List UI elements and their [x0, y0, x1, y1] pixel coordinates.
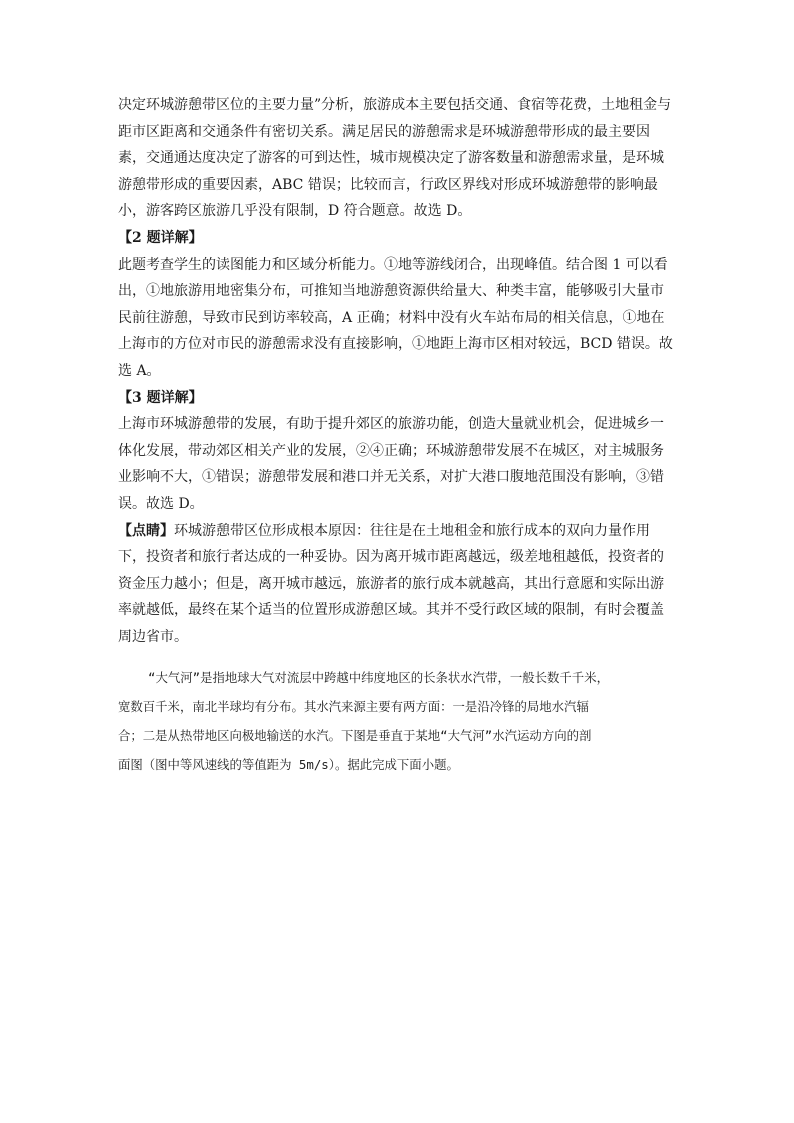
q3-heading: 【3 题详解】: [118, 389, 203, 406]
q2-heading: 【2 题详解】: [118, 229, 203, 246]
q3-explanation: [118, 385, 678, 518]
text-line: 上海市环城游憩带的发展，有助于提升郊区的旅游功能，创造大量就业机会，促进城乡一: [118, 416, 664, 433]
text-line: 决定环城游憩带区位的主要力量”分析，旅游成本主要包括交通、食宿等花费，土地租金与: [118, 97, 672, 113]
tip-first-text: 环城游憩带区位形成根本原因：往往是在土地租金和旅行成本的双向力量作用: [174, 522, 650, 539]
tip-label: 【点睛】: [118, 522, 174, 539]
text-line: 周边省市。: [118, 628, 188, 645]
text-line: 素，交通通达度决定了游客的可到达性，城市规模决定了游客数量和游憩需求量，是环城: [118, 150, 664, 167]
q1-explanation-continued: [118, 92, 678, 225]
text-line: 业影响不大，①错误；游憩带发展和港口并无关系，对扩大港口腹地范围没有影响，③错: [118, 469, 664, 486]
text-line: 游憩带形成的重要因素，ABC 错误；比较而言，行政区界线对形成环城游憩带的影响最: [118, 176, 658, 193]
text-line: 率就越低，最终在某个适当的位置形成游憩区域。其并不受行政区域的限制，有时会覆盖: [118, 602, 664, 619]
text-line: 体化发展，带动郊区相关产业的发展，②④正确；环城游憩带发展不在城区，对主城服务: [118, 442, 664, 459]
text-line: 下，投资者和旅行者达成的一种妥协。因为离开城市距离越远，级差地租越低，投资者的: [118, 549, 664, 566]
tip-section: [118, 518, 678, 651]
passage-line: 合；二是从热带地区向极地输送的水汽。下图是垂直于某地“大气河”水汽运动方向的剖: [118, 728, 592, 743]
passage-line: “大气河”是指地球大气对流层中跨越中纬度地区的长条状水汽带，一般长数千千米，: [148, 670, 609, 685]
text-line: 出，①地旅游用地密集分布，可推知当地游憩资源供给量大、种类丰富，能够吸引大量市: [118, 283, 664, 300]
q2-explanation: [118, 225, 678, 385]
reading-passage: [118, 663, 678, 779]
text-line: 此题考查学生的读图能力和区域分析能力。①地等游线闭合，出现峰值。结合图 1 可以看: [118, 256, 668, 273]
text-line: 上海市的方位对市民的游憩需求没有直接影响，①地距上海市区相对较远，BCD 错误。故: [118, 336, 673, 353]
text-line: 小，游客跨区旅游几乎没有限制，D 符合题意。故选 D。: [118, 203, 472, 220]
passage-line: 面图（图中等风速线的等值距为 5m/s）。据此完成下面小题。: [118, 757, 459, 772]
text-line: 误。故选 D。: [118, 495, 204, 512]
tip-first-line: [118, 518, 678, 545]
text-line: 选 A。: [118, 362, 161, 379]
passage-line: 宽数百千米，南北半球均有分布。其水汽来源主要有两方面：一是沿冷锋的局地水汽辐: [118, 699, 589, 714]
text-line: 距市区距离和交通条件有密切关系。满足居民的游憩需求是环城游憩带形成的最主要因: [118, 123, 650, 140]
text-line: 资金压力越小；但是，离开城市越远，旅游者的旅行成本就越高，其出行意愿和实际出游: [118, 575, 664, 592]
answer-explanations: [118, 92, 678, 650]
text-line: 民前往游憩，导致市民到访率较高，A 正确；材料中没有火车站布局的相关信息，①地在: [118, 309, 665, 326]
